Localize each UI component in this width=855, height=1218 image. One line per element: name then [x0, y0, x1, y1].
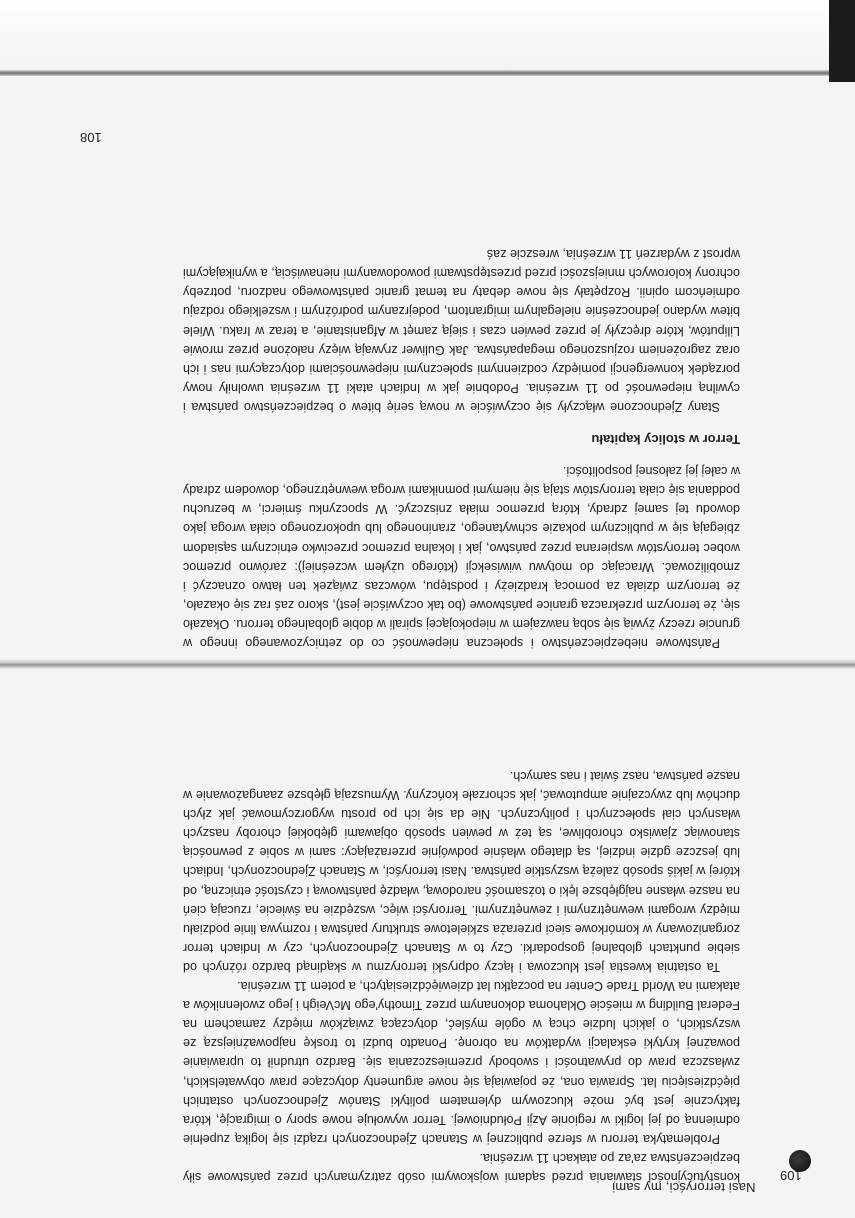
section-heading: Terror w stolicy kapitału [591, 432, 740, 448]
book-gutter-fold [0, 659, 855, 669]
left-page-text [183, 85, 740, 652]
running-head: Nasi terroryści, my sami [612, 1180, 756, 1195]
scan-edge-shadow [0, 70, 855, 76]
right-page-text [183, 676, 740, 1186]
scan-top-margin [0, 0, 855, 76]
scan-dark-corner [829, 0, 855, 82]
left-page-paragraph: Państwowe niebezpieczeństwo i społeczna niepewność co do zetnicyzowanego innego w gruncie rzeczy żywią się sobą nawzajem w niepokojącej spirali w dobie globalnego terroru. Okazało się, że terroryzm przekracza granice państwowe (bo tak oczywiście jest), skoro zaś raz się okazało, że terroryzm działa za pomocą kradzieży i podstępu, wówczas związek ten łatwo oznaczyć i zmobilizować. Wracając do motywu wiwisekcji (którego użyłem wcześniej): zarówno przemoc wobec terrorystów wspierana przez państwo, jak i lokalna przemoc przeciwko etnicznym sąsiadom zbiegają się w publicznym pokazie schwytanego, zraninonego lub upokorzonego ciała wroga jako dowodu tej samej zdrady, którą przemoc miała zniszczyć. W spoczynku śmierci, w bezruchu poddania się ciała terrorystów stają się niemymi pomnikami wroga wewnętrznego, dowodem zdrady w całej jej załosnej pospolitości. [183, 464, 740, 650]
page-number-left: 108 [80, 130, 102, 145]
left-page-paragraph: Stany Zjednoczone włączyły się oczywiście w nową serię bitew o bezpieczeństwo państwa i cywilną niepewność po 11 września. Podobnie jak w Indiach ataki 11 września uwolniły nowy porządek konwergencji pomiędzy codziennymi społecznymi niepewnościami dotyczącymi nas i ich oraz zagrożeniem rozjuszonego megapaństwa. Jak Guliwer zrywają więzy nałożone przez mrowie Liliputów, które dręczyły je przez pewien czas i sieją zamęt w Afganistanie, a teraz w Iraku. Wiele bitew wydano jednocześnie nielegalnym imigrantom, podejrzanym podróżnym i wszelkiego rodzaju odmieńcom opinii. Rozpętały się nowe debaty na temat granic państwowego nadzoru, potrzeby ochrony kolorowych mniejszości przed przestępstwami powodowanymi nienawiścią, a wynikającymi wprost z wydarzeń 11 września, wreszcie zaś [183, 247, 740, 414]
right-page-paragraph: konstytucyjności stawiania przed sądami wojskowymi osób zatrzymanych przez państwowe siły bezpieczeństwa za'az po atakach 11 września. [183, 1150, 740, 1184]
page-number-right: 109 [780, 1168, 802, 1183]
right-page-paragraph: Ta ostatnia kwestia jest kluczowa i łączy odpryski terroryzmu w skądinąd bardzo różnych od siebie punktach globalnej gospodarki. Czy to w Stanach Zjednoczonych, czy w Indiach terror zorganizowany w komórkowe sieci przeraża szkieletowe struktury państwa i rozmywa linie podziału między wrogami wewnętrznymi i zewnętrznymi. Terroryści więc, wszędzie na świecie, rzucają cień na nasze własne najgłębsze lęki o tożsamość narodową, władzę państwową i czystość etniczną, od której w jakiś sposób zależą wszystkie państwa. Nasi terroryści, w Stanach Zjednoczonych, Indiach lub jeszcze gdzie indziej, są dlatego właśnie podwójnie przerażający: sami w sobie z pewnością stanowiąc zjawisko chorobliwe, są też w pewien sposób objawami głębokiej choroby naszych własnych ciał społecznych i politycznych. Nie da się ich po prostu wygorzcymować jak złych duchów lub zwyczajnie amputować, jak schorzałe kończyny. Wymuszają głębsze zaangażowanie w nasze państwa, nasz świat i nas samych. [183, 769, 740, 974]
right-page-paragraph: Problematyka terroru w sferze publicznej w Stanach Zjednoczonych rządzi się logiką zupełnie odmienną od jej logiki w regionie Azji Południowej. Terror wywołuje nowe spory o imigrację, która faktycznie jest być może kluczowym dylematem polityki Stanów Zjednoczonych ostatnich pięćdziesięciu lat. Sprawia ona, że pojawiają się nowe argumenty dotyczące praw obywatelskich, zwłaszcza praw do prywatności i swobody przemieszczania się. Bardzo utrudnił to uprawianie poważnej krytyki eskalacji wydatków na obronę. Ponadto budzi to troskę najpoważniejszą ze wszystkich, o jakich ludzie chcą w ogóle myśleć, dotyczącą związków między zamachem na Federal Building w mieście Oklahoma dokonanym przez Timothy'ego McVeigh i jego zwolenników a atakami na World Trade Center na początku lat dziewięćdziesiątych, a potem 11 września. [183, 979, 740, 1146]
